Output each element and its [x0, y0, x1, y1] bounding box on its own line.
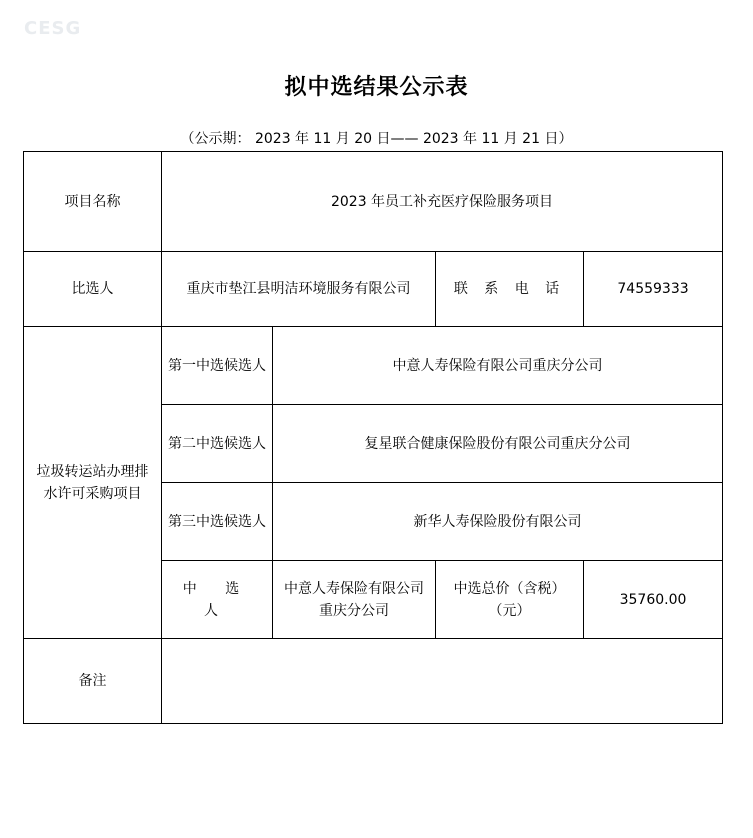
winner-label: 中 选 人 — [162, 561, 273, 639]
total-price-label: 中选总价（含税）（元） — [436, 561, 584, 639]
remarks-label: 备注 — [24, 639, 162, 724]
procurement-label: 垃圾转运站办理排水许可采购项目 — [24, 327, 162, 639]
table-row-project — [24, 152, 723, 252]
project-name-value: 2023 年员工补充医疗保险服务项目 — [162, 152, 723, 252]
phone-label: 联 系 电 话 — [436, 252, 584, 327]
winner-value: 中意人寿保险有限公司重庆分公司 — [273, 561, 436, 639]
remarks-value — [162, 639, 723, 724]
project-name-label: 项目名称 — [24, 152, 162, 252]
comparer-value: 重庆市垫江县明洁环境服务有限公司 — [162, 252, 436, 327]
publicity-period: （公示期： 2023 年 11 月 20 日—— 2023 年 11 月 21 日） — [180, 131, 573, 147]
result-table — [23, 151, 723, 724]
phone-value: 74559333 — [584, 252, 723, 327]
total-price-value: 35760.00 — [584, 561, 723, 639]
candidate-rank-label: 第三中选候选人 — [162, 483, 273, 561]
comparer-label: 比选人 — [24, 252, 162, 327]
candidate-name: 中意人寿保险有限公司重庆分公司 — [273, 327, 723, 405]
table-row-remarks — [24, 639, 723, 724]
watermark-logo: CESG — [24, 18, 82, 39]
candidate-name: 复星联合健康保险股份有限公司重庆分公司 — [273, 405, 723, 483]
candidate-name: 新华人寿保险股份有限公司 — [273, 483, 723, 561]
candidate-rank-label: 第二中选候选人 — [162, 405, 273, 483]
candidate-rank-label: 第一中选候选人 — [162, 327, 273, 405]
table-row-comparer — [24, 252, 723, 327]
document-title: 拟中选结果公示表 — [284, 75, 469, 100]
table-row-candidate-1 — [24, 327, 723, 405]
